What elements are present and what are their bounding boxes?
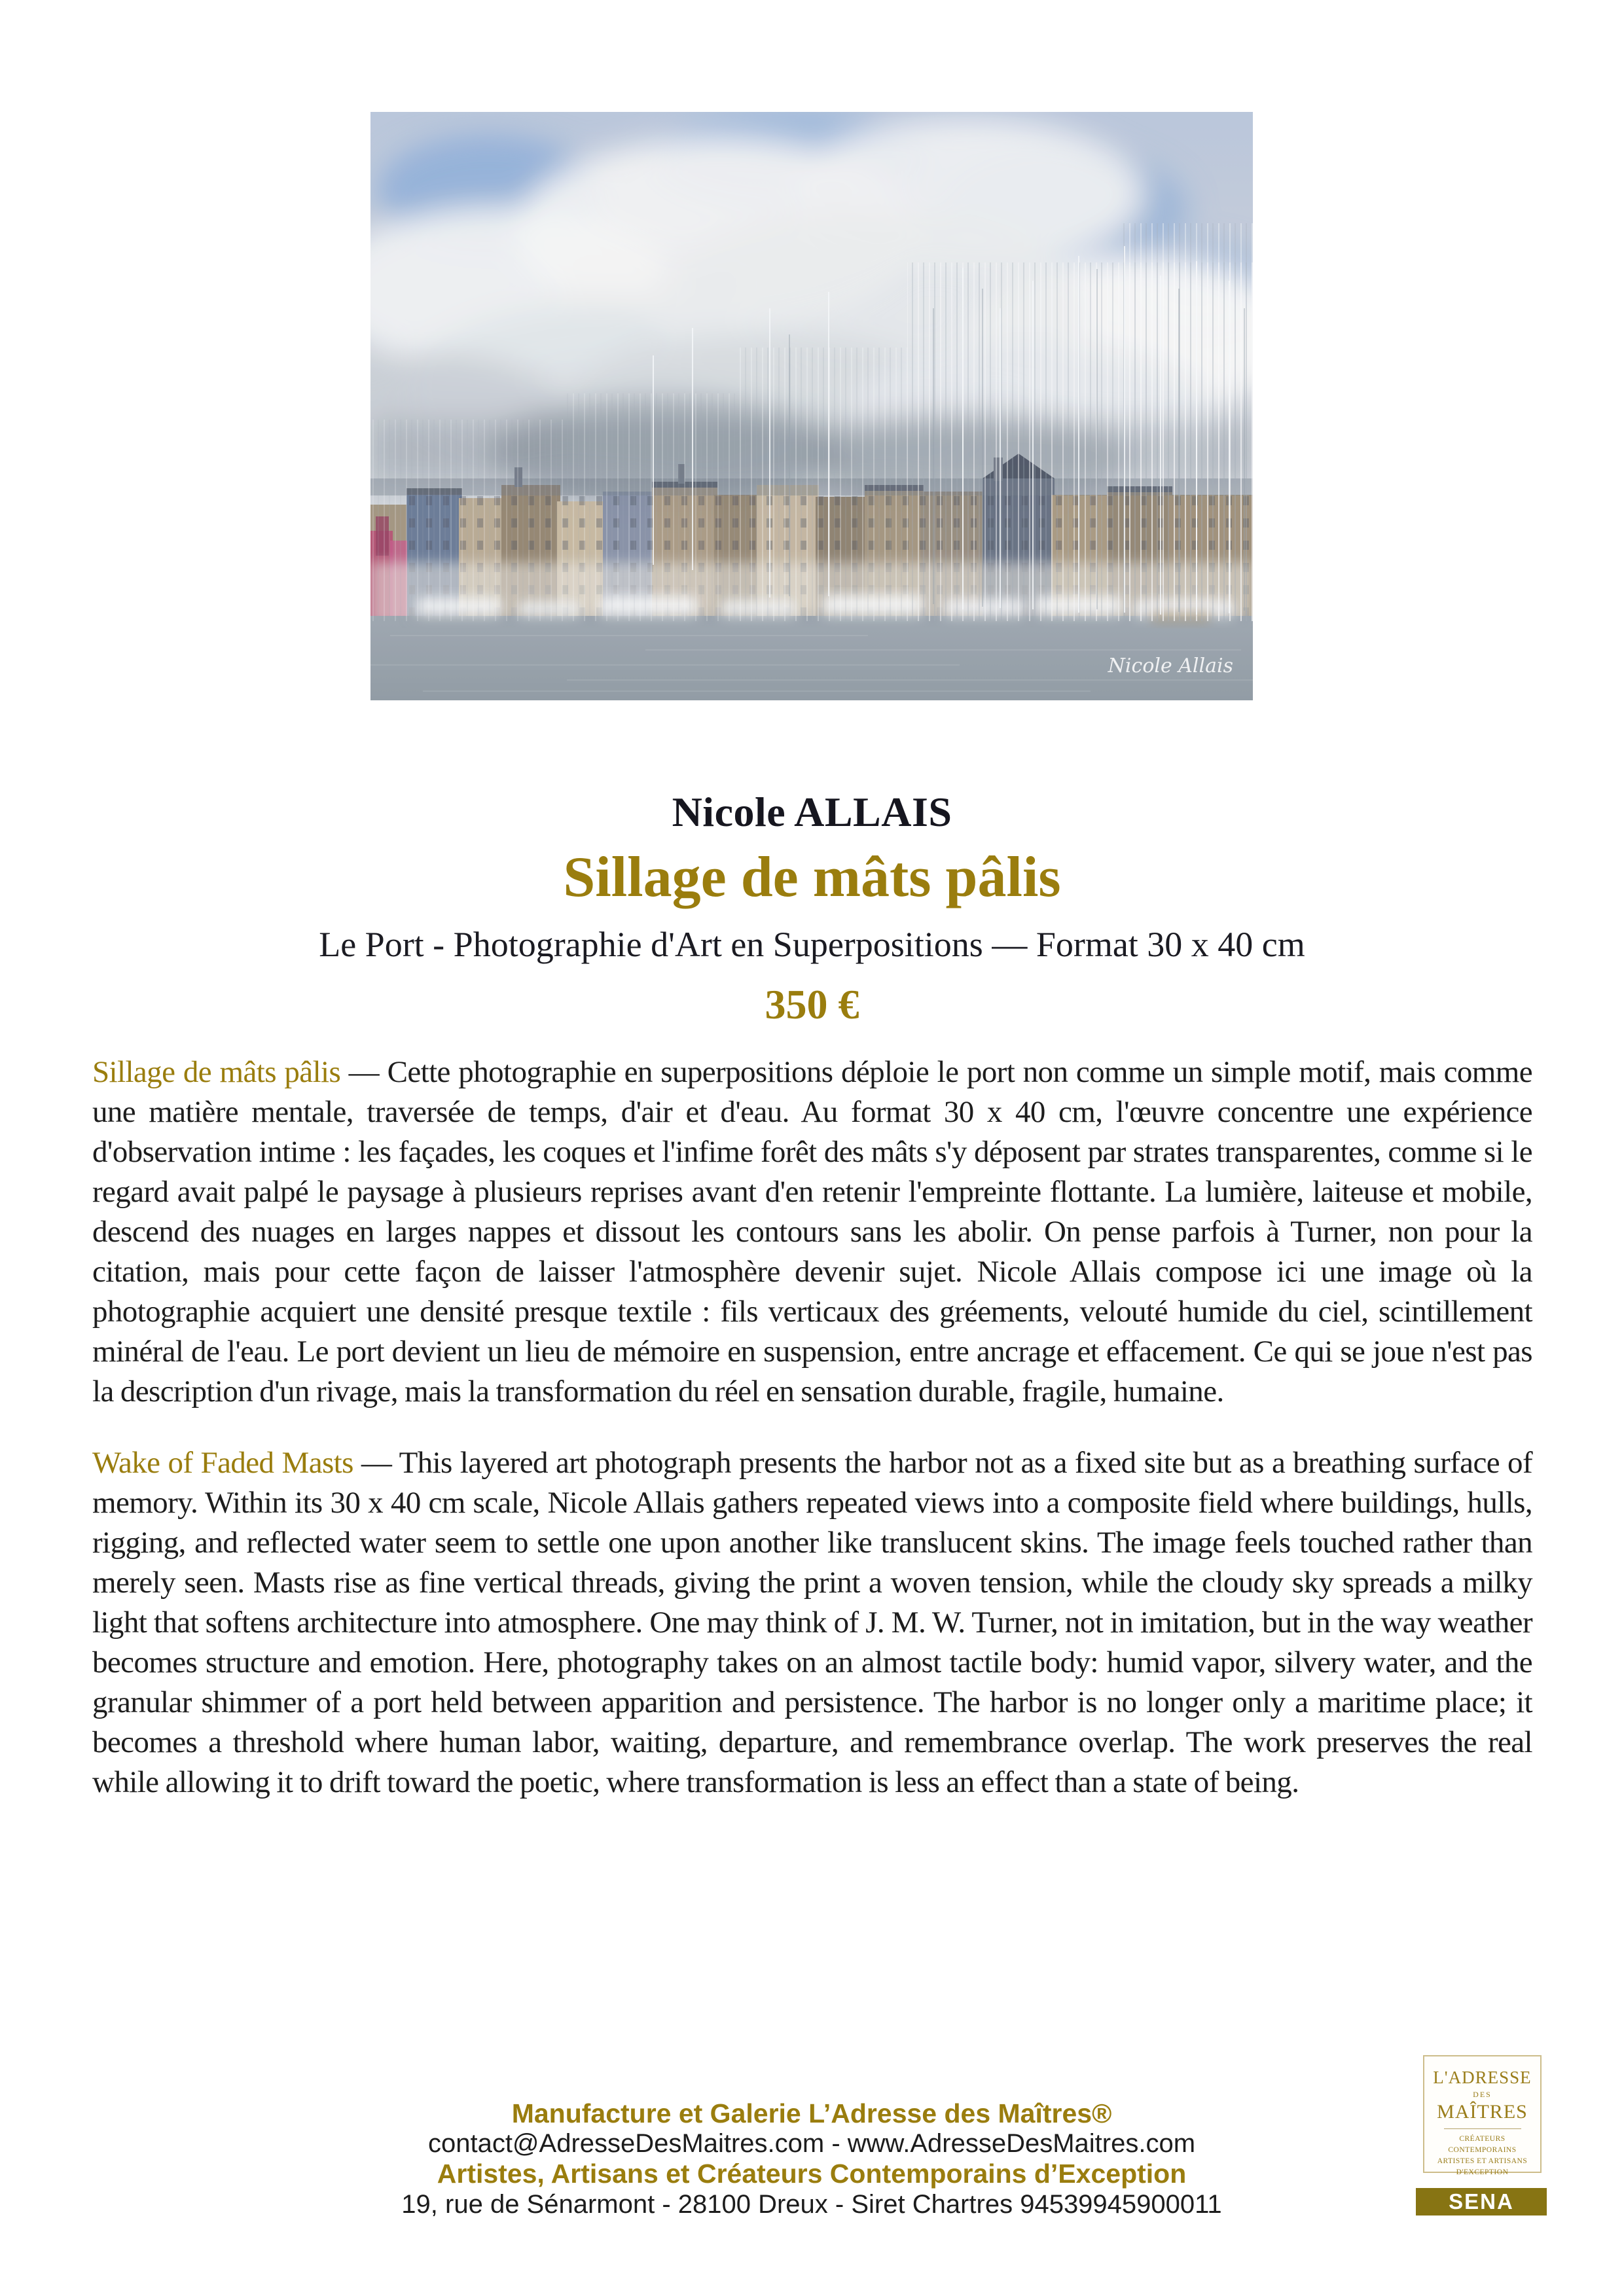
artist-name: Nicole ALLAIS	[672, 789, 952, 835]
logo-ladresse: L'ADRESSE	[1433, 2068, 1532, 2087]
description-french-separator: —	[340, 1055, 388, 1089]
footer-contact-line: contact@AdresseDesMaitres.com - www.AdresseDesMaitres.com	[427, 2129, 1196, 2158]
description-french	[92, 1052, 1532, 1412]
logo-subline-1: CRÉATEURS CONTEMPORAINS	[1448, 2135, 1517, 2154]
footer-address-line: 19, rue de Sénarmont - 28100 Dreux - Siret Chartres 94539945900011	[401, 2190, 1222, 2219]
logo-divider	[1444, 2128, 1521, 2129]
logo-des: DES	[1473, 2090, 1492, 2099]
artwork-subtitle: Le Port - Photographie d'Art en Superpositions — Format 30 x 40 cm	[319, 925, 1305, 964]
description-english-separator: —	[353, 1446, 399, 1480]
description-french-lead: Sillage de mâts pâlis	[92, 1055, 341, 1089]
logo-maitres: MAÎTRES	[1437, 2101, 1528, 2123]
footer-tagline: Artistes, Artisans et Créateurs Contemporains d’Exception	[437, 2159, 1187, 2189]
footer-gallery-name: Manufacture et Galerie L’Adresse des Maîtres®	[511, 2098, 1112, 2128]
artwork-title: Sillage de mâts pâlis	[563, 846, 1061, 909]
logo-subline-3: D'EXCEPTION	[1456, 2168, 1509, 2176]
logo-subline-2: ARTISTES ET ARTISANS	[1437, 2157, 1528, 2165]
harbor-photo-graphic	[370, 112, 1253, 700]
artwork-photo	[370, 112, 1253, 700]
artwork-price: 350 €	[765, 981, 859, 1028]
description-english-lead: Wake of Faded Masts	[92, 1446, 353, 1480]
description-french-body: Cette photographie en superpositions déploie le port non comme un simple motif, mais comme une matière mentale, traversée de temps, d'air et d'eau. Au format 30 x 40 cm, l'œuvre concentre une expérience d'observation intime : les façades, les coques et l'infime forêt des mâts s'y déposent par strates transparentes, comme si le regard avait palpé le paysage à plusieurs reprises avant d'en retenir l'empreinte flottante. La lumière, laiteuse et mobile, descend des nuages en larges nappes et dissout les contours sans les abolir. On pense parfois à Turner, non pour la citation, mais pour cette façon de laisser l'atmosphère devenir sujet. Nicole Allais compose ici une image où la photographie acquiert une densité presque textile : fils verticaux des gréements, velouté humide du ciel, scintillement minéral de l'eau. Le port devient un lieu de mémoire en suspension, entre ancrage et effacement. Ce qui se joue n'est pas la description d'un rivage, mais la transformation du réel en sensation durable, fragile, humaine.	[92, 1055, 1532, 1408]
artist-signature: Nicole Allais	[1108, 655, 1233, 677]
gallery-logo	[1423, 2055, 1542, 2176]
description-english-body: This layered art photograph presents the harbor not as a fixed site but as a breathing surface of memory. Within its 30 x 40 cm scale, Nicole Allais gathers repeated views into a composite field where buildings, hulls, rigging, and reflected water seem to settle one upon another like translucent skins. The image feels touched rather than merely seen. Masts rise as fine vertical threads, giving the print a woven tension, while the cloudy sky spreads a milky light that softens architecture into atmosphere. One may think of J. M. W. Turner, not in imitation, but in the way weather becomes structure and emotion. Here, photography takes on an almost tactile body: humid vapor, silvery water, and the granular shimmer of a port held between apparition and persistence. The harbor is no longer only a maritime place; it becomes a threshold where human labor, waiting, departure, and remembrance overlap. The work preserves the real while allowing it to drift toward the poetic, where transformation is less an effect than a state of being.	[92, 1446, 1533, 1799]
sena-badge: SENA	[1416, 2188, 1547, 2215]
description-block	[92, 1052, 1532, 1803]
description-english	[92, 1443, 1532, 1803]
